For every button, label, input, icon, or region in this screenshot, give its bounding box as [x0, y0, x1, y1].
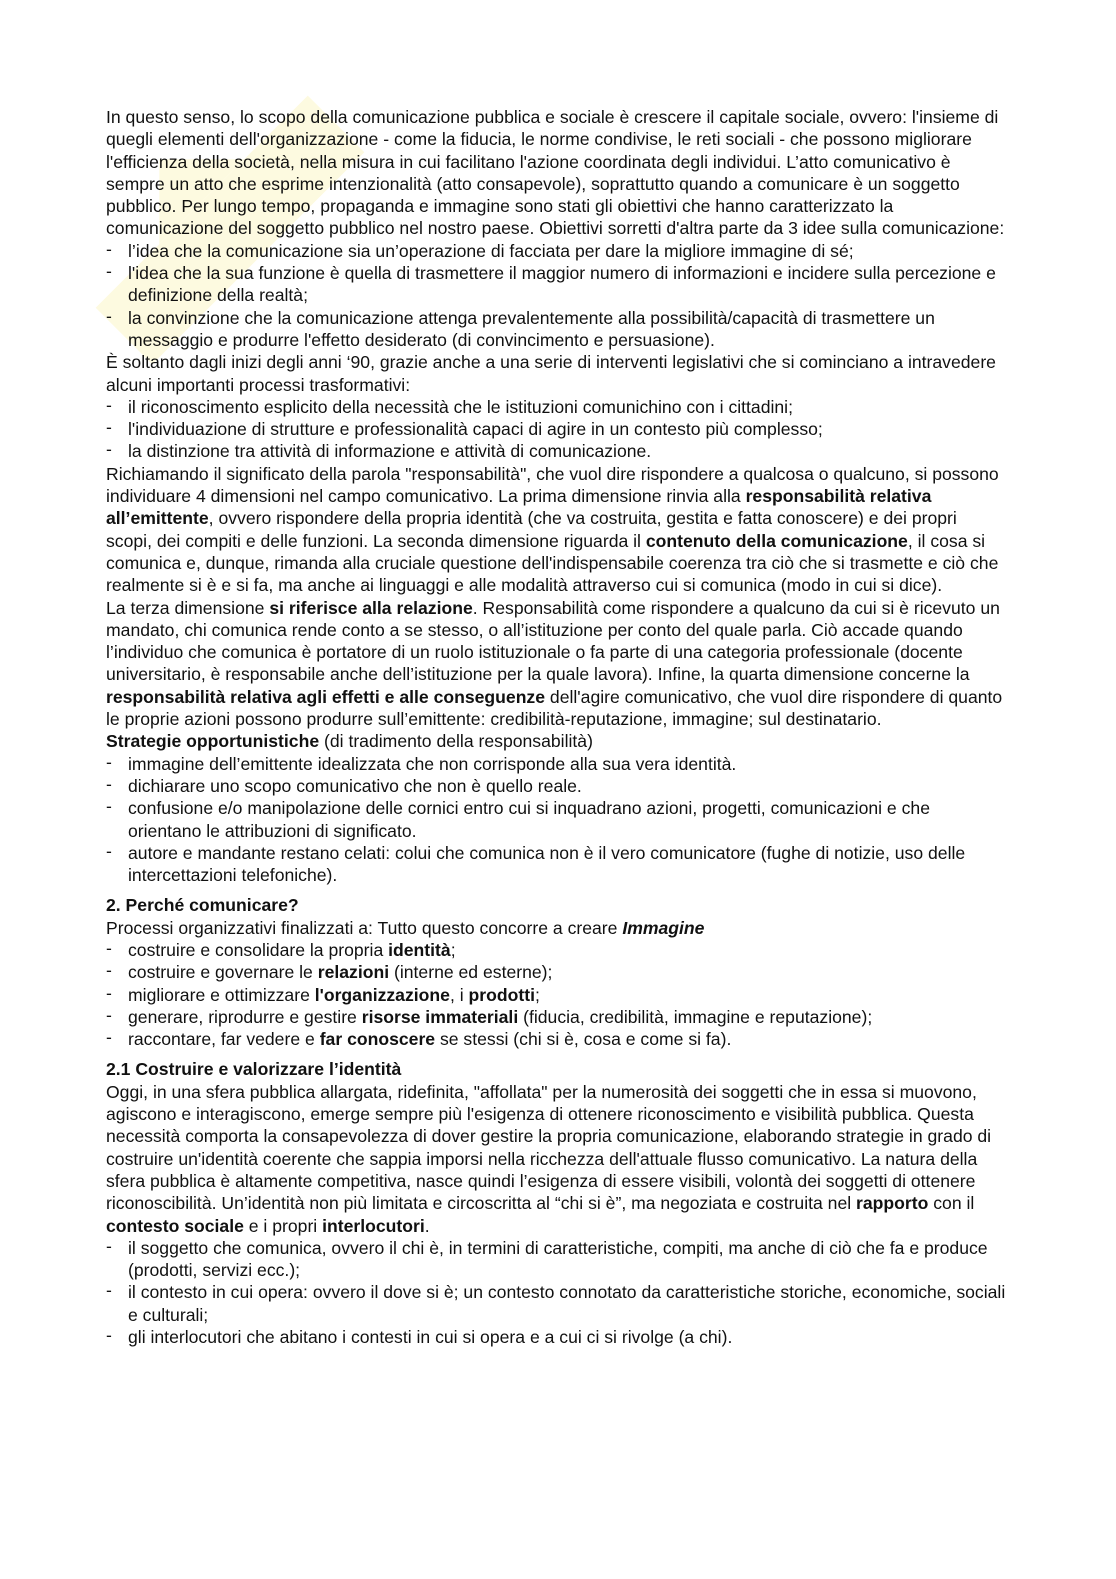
document-page [106, 106, 1006, 1348]
text-run: Oggi, in una sfera pubblica allargata, ridefinita, "affollata" per la numerosità dei soggetti che in essa si muovono, agiscono e interagiscono, emerge sempre più l'esigenza di ottenere riconoscimento e visibilità pubblica. Questa necessità comporta la consapevolezza di dover gestire la propria comunicazione, elaborando strategie in grado di costruire un'identità coerente che sappia imporsi nella ricchezza dell'attuale flusso comunicativo. La natura della sfera pubblica è altamente competitiva, nasce quindi l’esigenza di essere visibili, volontà dei soggetti di ottenere riconoscibilità. Un’identità non più limitata e circoscritta al “chi si è”, ma negoziata e costruita nel [106, 1081, 992, 1214]
list-item: - gli interlocutori che abitano i contesti in cui si opera e a cui ci si rivolge (a chi). [106, 1326, 1006, 1348]
list-item: - il soggetto che comunica, ovvero il chi è, in termini di caratteristiche, compiti, ma anche di ciò che fa e produce (prodotti, servizi ecc.); [106, 1237, 1006, 1282]
paragraph-sfera-pubblica [106, 1081, 1006, 1237]
bold-term: contesto sociale [106, 1215, 244, 1236]
text-run: costruire e governare le [128, 962, 318, 983]
list-processi-trasformativi [106, 396, 1006, 463]
text-run: , il cosa si comunica e, dunque, rimanda alla cruciale questione dell'indispensabile coerenza tra ciò che si trasmette e ciò che realmente si è e si fa, ma anche ai linguaggi e alle modalità attraverso cui si comunica (modo in cui si dice). [106, 530, 999, 596]
text-run: . Responsabilità come rispondere a qualcuno da cui si è ricevuto un mandato, chi comunica rende conto a se stesso, o all’istituzione per conto del quale parla. Ciò accade quando l’individuo che comunica è portatore di un ruolo istituzionale o fa parte di una categoria professionale (docente universitario, è responsabile anche dell’istituzione per la quale lavora). Infine, la quarta dimensione concerne la [106, 597, 1000, 685]
bold-term: Strategie opportunistiche [106, 731, 320, 752]
bold-italic-term: Immagine [622, 917, 705, 938]
text-run: (di tradimento della responsabilità) [319, 731, 593, 752]
section-heading-identita: 2.1 Costruire e valorizzare l’identità [106, 1059, 402, 1080]
list-item: - la distinzione tra attività di informazione e attività di comunicazione. [106, 440, 1006, 462]
bold-term: relazioni [317, 962, 390, 983]
list-item [106, 1028, 1006, 1050]
text-run: raccontare, far vedere e [128, 1029, 320, 1050]
paragraph-capitale-sociale: In questo senso, lo scopo della comunicazione pubblica e sociale è crescere il capitale sociale, ovvero: l'insieme di quegli elementi dell'organizzazione - come la fiducia, le norme condivise, le reti sociali - che possono migliorare l'efficienza della società, nella misura in cui facilitano l'azione coordinata degli individui. L’atto comunicativo è sempre un atto che esprime intenzionalità (atto consapevole), soprattutto quando a comunicare è un soggetto pubblico. Per lungo tempo, propaganda e immagine sono stati gli obiettivi che hanno caratterizzato la comunicazione del soggetto pubblico nel nostro paese. Obiettivi sorretti d'altra parte da 3 idee sulla comunicazione: [106, 107, 1005, 239]
list-item: - immagine dell’emittente idealizzata che non corrisponde alla sua vera identità. [106, 753, 1006, 775]
list-strategie-opportunistiche [106, 753, 1006, 887]
bold-term: prodotti [468, 984, 535, 1005]
list-identita-elementi [106, 1237, 1006, 1348]
paragraph-processi-organizzativi [106, 917, 1006, 939]
text-run: , i [449, 984, 469, 1005]
bold-term: l'organizzazione [314, 984, 450, 1005]
paragraph-terza-dimensione [106, 597, 1006, 731]
list-item: - dichiarare uno scopo comunicativo che non è quello reale. [106, 775, 1006, 797]
list-item [106, 1006, 1006, 1028]
text-run: La terza dimensione [106, 597, 270, 618]
list-item: - la convinzione che la comunicazione attenga prevalentemente alla possibilità/capacità di trasmettere un messaggio e produrre l'effetto desiderato (di convincimento e persuasione). [106, 307, 1006, 352]
bold-term: interlocutori [322, 1215, 425, 1236]
paragraph-anni-90: È soltanto dagli inizi degli anni ‘90, grazie anche a una serie di interventi legislativi che si cominciano a intravedere alcuni importanti processi trasformativi: [106, 352, 996, 395]
text-run: costruire e consolidare la propria [128, 939, 389, 960]
bold-term: far conoscere [319, 1029, 436, 1050]
list-item: - confusione e/o manipolazione delle cornici entro cui si inquadrano azioni, progetti, comunicazioni e che orientano le attribuzioni di significato. [106, 797, 1006, 842]
bold-term: rapporto [856, 1193, 929, 1214]
text-run: con il [928, 1193, 975, 1214]
list-item: - l’idea che la comunicazione sia un’operazione di facciata per dare la migliore immagine di sé; [106, 240, 1006, 262]
paragraph-strategie [106, 730, 1006, 752]
bold-term: risorse immateriali [361, 1006, 519, 1027]
paragraph-responsabilita [106, 463, 1006, 597]
text-run: migliorare e ottimizzare [128, 984, 315, 1005]
text-run: Processi organizzativi finalizzati a: Tutto questo concorre a creare [106, 917, 623, 938]
bold-term: contenuto della comunicazione [645, 530, 908, 551]
text-run: se stessi (chi si è, cosa e come si fa). [435, 1029, 732, 1050]
bold-term: responsabilità relativa all’emittente [106, 486, 932, 529]
text-run: generare, riprodurre e gestire [128, 1006, 362, 1027]
list-idee-comunicazione [106, 240, 1006, 351]
section-heading-perche-comunicare: 2. Perché comunicare? [106, 895, 299, 916]
text-run: ; [534, 984, 540, 1005]
text-run: ; [450, 939, 456, 960]
list-item: - l'individuazione di strutture e professionalità capaci di agire in un contesto più complesso; [106, 418, 1006, 440]
text-run: e i propri [243, 1215, 323, 1236]
bold-term: identità [388, 939, 451, 960]
list-item: - autore e mandante restano celati: colui che comunica non è il vero comunicatore (fughe di notizie, uso delle intercettazioni telefoniche). [106, 842, 1006, 887]
bold-term: si riferisce alla relazione [269, 597, 473, 618]
text-run: , ovvero rispondere della propria identità (che va costruita, gestita e fatta conoscere) e dei propri scopi, dei compiti e delle funzioni. La seconda dimensione riguarda il [106, 508, 957, 551]
list-item: - il riconoscimento esplicito della necessità che le istituzioni comunichino con i cittadini; [106, 396, 1006, 418]
text-run: (fiducia, credibilità, immagine e reputazione); [518, 1006, 873, 1027]
text-run: Richiamando il significato della parola "responsabilità", che vuol dire rispondere a qualcosa o qualcuno, si possono individuare 4 dimensioni nel campo comunicativo. La prima dimensione rinvia alla [106, 463, 999, 507]
list-item [106, 961, 1006, 983]
list-item: - il contesto in cui opera: ovvero il dove si è; un contesto connotato da caratteristiche storiche, economiche, sociali e culturali; [106, 1281, 1006, 1326]
text-run: (interne ed esterne); [389, 962, 553, 983]
text-run: dell'agire comunicativo, che vuol dire rispondere di quanto le proprie azioni possono produrre sull’emittente: credibilità-reputazione, immagine; sul destinatario. [106, 686, 1003, 730]
text-run: . [424, 1215, 430, 1236]
list-item [106, 984, 1006, 1006]
list-processi-finalizzati [106, 939, 1006, 1050]
list-item: - l'idea che la sua funzione è quella di trasmettere il maggior numero di informazioni e incidere sulla percezione e definizione della realtà; [106, 262, 1006, 307]
bold-term: responsabilità relativa agli effetti e alle conseguenze [106, 686, 546, 707]
list-item [106, 939, 1006, 961]
